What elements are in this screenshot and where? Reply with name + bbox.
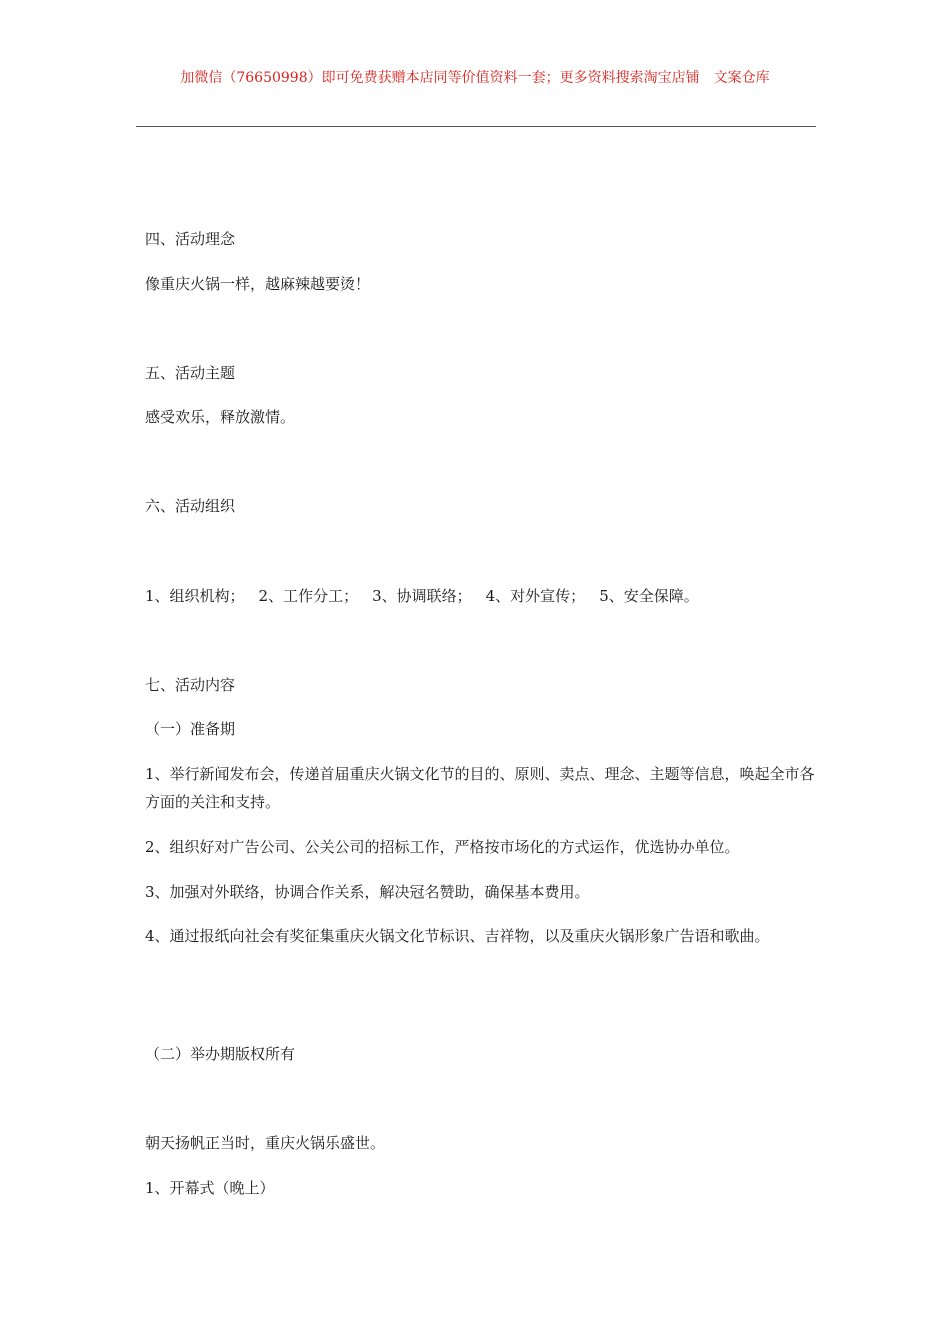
theme-text: 感受欢乐，释放激情。 <box>145 408 296 426</box>
organization-item: 4、对外宣传； <box>485 587 586 605</box>
prep-item-3: 3、加强对外联络，协调合作关系，解决冠名赞助，确保基本费用。 <box>145 883 590 901</box>
organization-item: 2、工作分工； <box>258 587 359 605</box>
header-notice: 加微信（76650998）即可免费获赠本店同等价值资料一套；更多资料搜索淘宝店铺 文案仓库 <box>180 70 770 86</box>
header-divider <box>136 126 816 127</box>
hosting-heading: （二）举办期版权所有 <box>145 1045 296 1063</box>
prep-heading: （一）准备期 <box>145 720 236 738</box>
organization-heading: 六、活动组织 <box>145 497 236 515</box>
prep-item-4: 4、通过报纸向社会有奖征集重庆火锅文化节标识、吉祥物，以及重庆火锅形象广告语和歌曲。 <box>145 927 770 945</box>
theme-heading: 五、活动主题 <box>145 364 236 382</box>
prep-item-1: 1、举行新闻发布会，传递首届重庆火锅文化节的目的、原则、卖点、理念、主题等信息，唤起全市各方面的关注和支持。 <box>145 765 815 811</box>
prep-item-2: 2、组织好对广告公司、公关公司的招标工作，严格按市场化的方式运作，优选协办单位。 <box>145 838 740 856</box>
organization-item: 5、安全保障。 <box>599 587 699 605</box>
organization-item: 3、协调联络； <box>372 587 472 605</box>
organization-item: 1、组织机构； <box>145 587 245 605</box>
hosting-item-1: 1、开幕式（晚上） <box>145 1179 275 1197</box>
content-heading: 七、活动内容 <box>145 676 236 694</box>
hosting-slogan: 朝天扬帆正当时，重庆火锅乐盛世。 <box>145 1134 386 1152</box>
concept-text: 像重庆火锅一样，越麻辣越要烫！ <box>145 275 371 293</box>
concept-heading: 四、活动理念 <box>145 230 236 248</box>
organization-list <box>145 582 817 610</box>
